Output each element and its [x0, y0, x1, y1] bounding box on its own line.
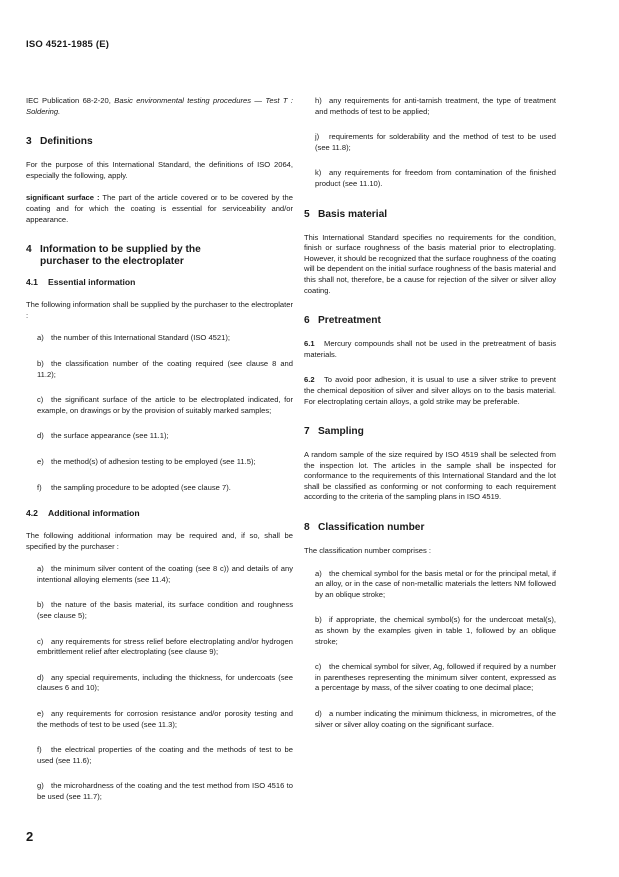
- section-5-heading: 5 Basis material: [304, 208, 388, 220]
- section-3-para: For the purpose of this International Standard, the definitions of ISO 2064, especially the following, apply.: [26, 160, 293, 180]
- section-4-1-intro: The following information shall be supplied by the purchaser to the electroplater :: [26, 300, 293, 320]
- list-item: e) the method(s) of adhesion testing to be employed (see 11.5);: [37, 456, 256, 466]
- list-item: a) the chemical symbol for the basis metal or for the principal metal, if an alloy, or in the case of non-metallic materials the letters NM followed by an oblique stroke;: [315, 568, 556, 599]
- list-item: d) a number indicating the minimum thickness, in micrometres, of the silver or silver alloy coating on the significant surface.: [315, 709, 556, 729]
- section-7-para: A random sample of the size required by ISO 4519 shall be selected from the inspection lot. The articles in the sample shall be inspected for conformance to the requirements of this International Standard and the lot shall be classified as conforming or not conforming to each requirement according to the criteria of the sampling plans in ISO 4519.: [304, 450, 556, 502]
- list-item: c) the significant surface of the article to be electroplated indicated, for example, on drawings or by the provision of suitably marked samples;: [37, 395, 293, 415]
- significant-surface-definition: significant surface : The part of the article covered or to be covered by the coating and for which the coating is essential for serviceability and/or appearance.: [26, 193, 293, 224]
- section-4-heading: 4 Information to be supplied by the purchaser to the electroplater: [26, 244, 201, 268]
- list-item: c) any requirements for stress relief before electroplating and/or hydrogen embrittlement relief after electroplating (see clause 9);: [37, 636, 293, 657]
- classification-list: [304, 569, 556, 731]
- list-item: f) the electrical properties of the coating and the methods of test to be used (see 11.6);: [37, 745, 293, 765]
- list-item: b) the nature of the basis material, its surface condition and roughness (see clause 5);: [37, 600, 293, 621]
- section-6-heading: 6 Pretreatment: [304, 315, 381, 327]
- list-item: k) any requirements for freedom from contamination of the finished product (see 11.10).: [315, 168, 556, 188]
- section-7-heading: 7 Sampling: [304, 426, 364, 438]
- section-4-1-heading: 4.1 Essential information: [26, 277, 136, 288]
- list-item: d) the surface appearance (see 11.1);: [37, 431, 169, 441]
- list-item: b) if appropriate, the chemical symbol(s) for the undercoat metal(s), as shown by the examples given in table 1, followed by an oblique stroke;: [315, 615, 556, 646]
- section-5-para: This International Standard specifies no requirements for the condition, finish or surface roughness of the basis material prior to electroplating. However, it should be recognized that the surface roughness of the coating will be dependent on the initial surface roughness of the basis material and this shall not, therefore, be a cause for rejection of the silver or silver alloy coating.: [304, 232, 556, 295]
- left-column: [26, 96, 293, 803]
- section-3-heading: 3 Definitions: [26, 136, 93, 148]
- list-item: j) requirements for solderability and the method of test to be used (see 11.8);: [315, 132, 556, 152]
- list-item: g) the microhardness of the coating and the test method from ISO 4516 to be used (see 11.7);: [37, 781, 293, 801]
- section-8-intro: The classification number comprises :: [304, 546, 432, 556]
- section-6-2-para: 6.2 To avoid poor adhesion, it is usual to use a silver strike to prevent the chemical deposition of silver and silver alloys on to the basis material. For electroplating certain alloys, a gold strike may be preferable.: [304, 375, 556, 406]
- list-item: f) the sampling procedure to be adopted (see clause 7).: [37, 482, 231, 492]
- document-header: ISO 4521-1985 (E): [26, 39, 110, 50]
- list-item: d) any special requirements, including the thickness, for undercoats (see clauses 6 and 10);: [37, 672, 293, 693]
- intro-reference: IEC Publication 68-2-20, Basic environmental testing procedures — Test T : Soldering.: [26, 96, 293, 116]
- additional-info-list: [26, 564, 293, 802]
- essential-info-list: [26, 333, 293, 493]
- list-item: e) any requirements for corrosion resistance and/or porosity testing and the methods of test to be used (see 11.3);: [37, 709, 293, 729]
- list-item: b) the classification number of the coating required (see clause 8 and 11.2);: [37, 358, 293, 379]
- section-4-2-heading: 4.2 Additional information: [26, 508, 140, 519]
- section-4-2-intro: The following additional information may be required and, if so, shall be specified by the purchaser :: [26, 531, 293, 551]
- section-6-1-para: 6.1 Mercury compounds shall not be used in the pretreatment of basis materials.: [304, 339, 556, 359]
- page-number: 2: [26, 829, 34, 844]
- list-item: h) any requirements for anti-tarnish treatment, the type of treatment and methods of test to be applied;: [315, 96, 556, 116]
- list-item: a) the minimum silver content of the coating (see 8 c)) and details of any intentional alloying elements (see 11.4);: [37, 564, 293, 584]
- list-item: c) the chemical symbol for silver, Ag, followed if required by a number in parentheses representing the minimum silver content, expressed as a percentage by mass, of the silver coating to one decimal place;: [315, 662, 556, 693]
- list-item: a) the number of this International Standard (ISO 4521);: [37, 333, 230, 343]
- right-column: [304, 96, 556, 730]
- section-8-heading: 8 Classification number: [304, 522, 425, 534]
